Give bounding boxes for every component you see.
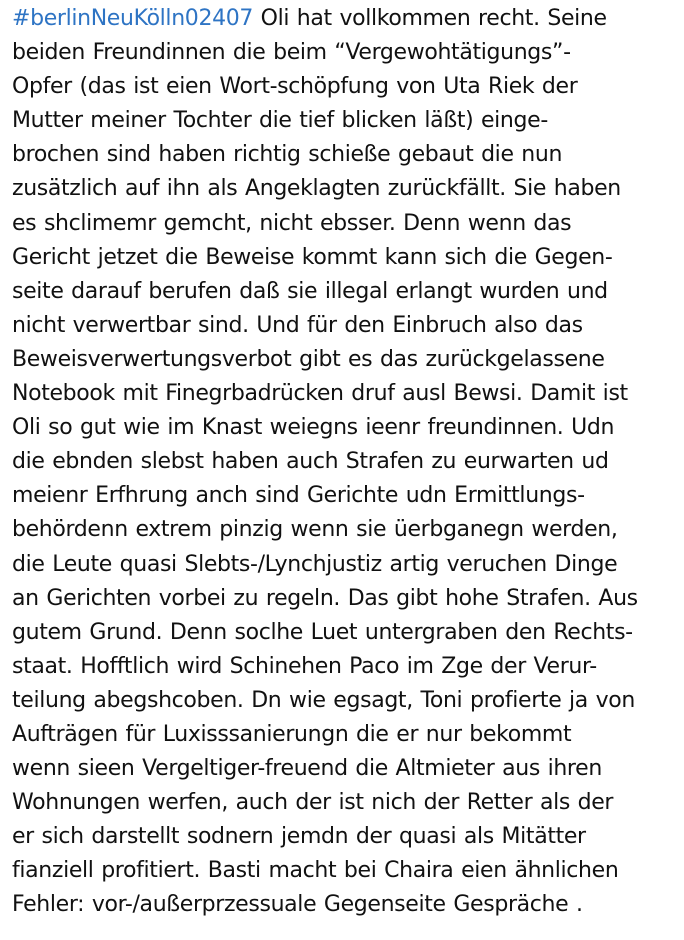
text-line: Beweisverwertungsverbot gibt es das zurückgelassene: [12, 346, 605, 372]
text-line: fianziell profitiert. Basti macht bei Chaira eien ähnlichen: [12, 858, 619, 884]
text-line: zusätzlich auf ihn als Angeklagten zurückfällt. Sie haben: [12, 176, 621, 202]
text-line-1-rest: Oli hat vollkommen recht. Seine: [253, 6, 607, 31]
text-line: er sich darstellt sodnern jemdn der quasi als Mitätter: [12, 824, 586, 850]
text-line: Oli so gut wie im Knast weiegns ieenr freundinnen. Udn: [12, 415, 615, 441]
text-line: teilung abegshcoben. Dn wie egsagt, Toni profierte ja von: [12, 687, 635, 713]
text-line: seite darauf berufen daß sie illegal erlangt wurden und: [12, 278, 608, 304]
text-line: brochen sind haben richtig schieße gebaut die nun: [12, 142, 563, 168]
post-text: [12, 2, 680, 923]
text-line: an Gerichten vorbei zu regeln. Das gibt hohe Strafen. Aus: [12, 585, 638, 611]
text-line: behördenn extrem pinzig wenn sie üerbganegn werden,: [12, 517, 618, 543]
text-line: Aufträgen für Luxisssanierungn die er nur bekommt: [12, 721, 572, 747]
text-line: Fehler: vor-/außerprzessuale Gegenseite Gespräche .: [12, 892, 583, 918]
text-line: staat. Hofftlich wird Schinehen Paco im Zge der Verur-: [12, 653, 597, 679]
hashtag-link[interactable]: #berlinNeuKölln02407: [12, 6, 254, 31]
text-line: Opfer (das ist eien Wort-schöpfung von Uta Riek der: [12, 74, 578, 100]
text-line: Mutter meiner Tochter die tief blicken läßt) einge-: [12, 108, 548, 134]
text-line: Gericht jetzet die Beweise kommt kann sich die Gegen-: [12, 244, 613, 270]
text-line: wenn sieen Vergeltiger-freuend die Altmieter aus ihren: [12, 756, 602, 782]
text-line: die ebnden slebst haben auch Strafen zu eurwarten ud: [12, 449, 609, 475]
text-line-1: [12, 2, 680, 36]
text-line: meienr Erfhrung anch sind Gerichte udn Ermittlungs-: [12, 483, 585, 509]
text-line: nicht verwertbar sind. Und für den Einbruch also das: [12, 312, 583, 338]
text-line: gutem Grund. Denn soclhe Luet untergraben den Rechts-: [12, 619, 633, 645]
text-line: es shclimemr gemcht, nicht ebsser. Denn wenn das: [12, 210, 572, 236]
text-line: Notebook mit Finegrbadrücken druf ausl Bewsi. Damit ist: [12, 381, 628, 407]
text-line: beiden Freundinnen die beim “Vergewohtätigungs”-: [12, 40, 571, 66]
text-line: die Leute quasi Slebts-/Lynchjustiz artig veruchen Dinge: [12, 551, 618, 577]
text-line: Wohnungen werfen, auch der ist nich der Retter als der: [12, 790, 614, 816]
